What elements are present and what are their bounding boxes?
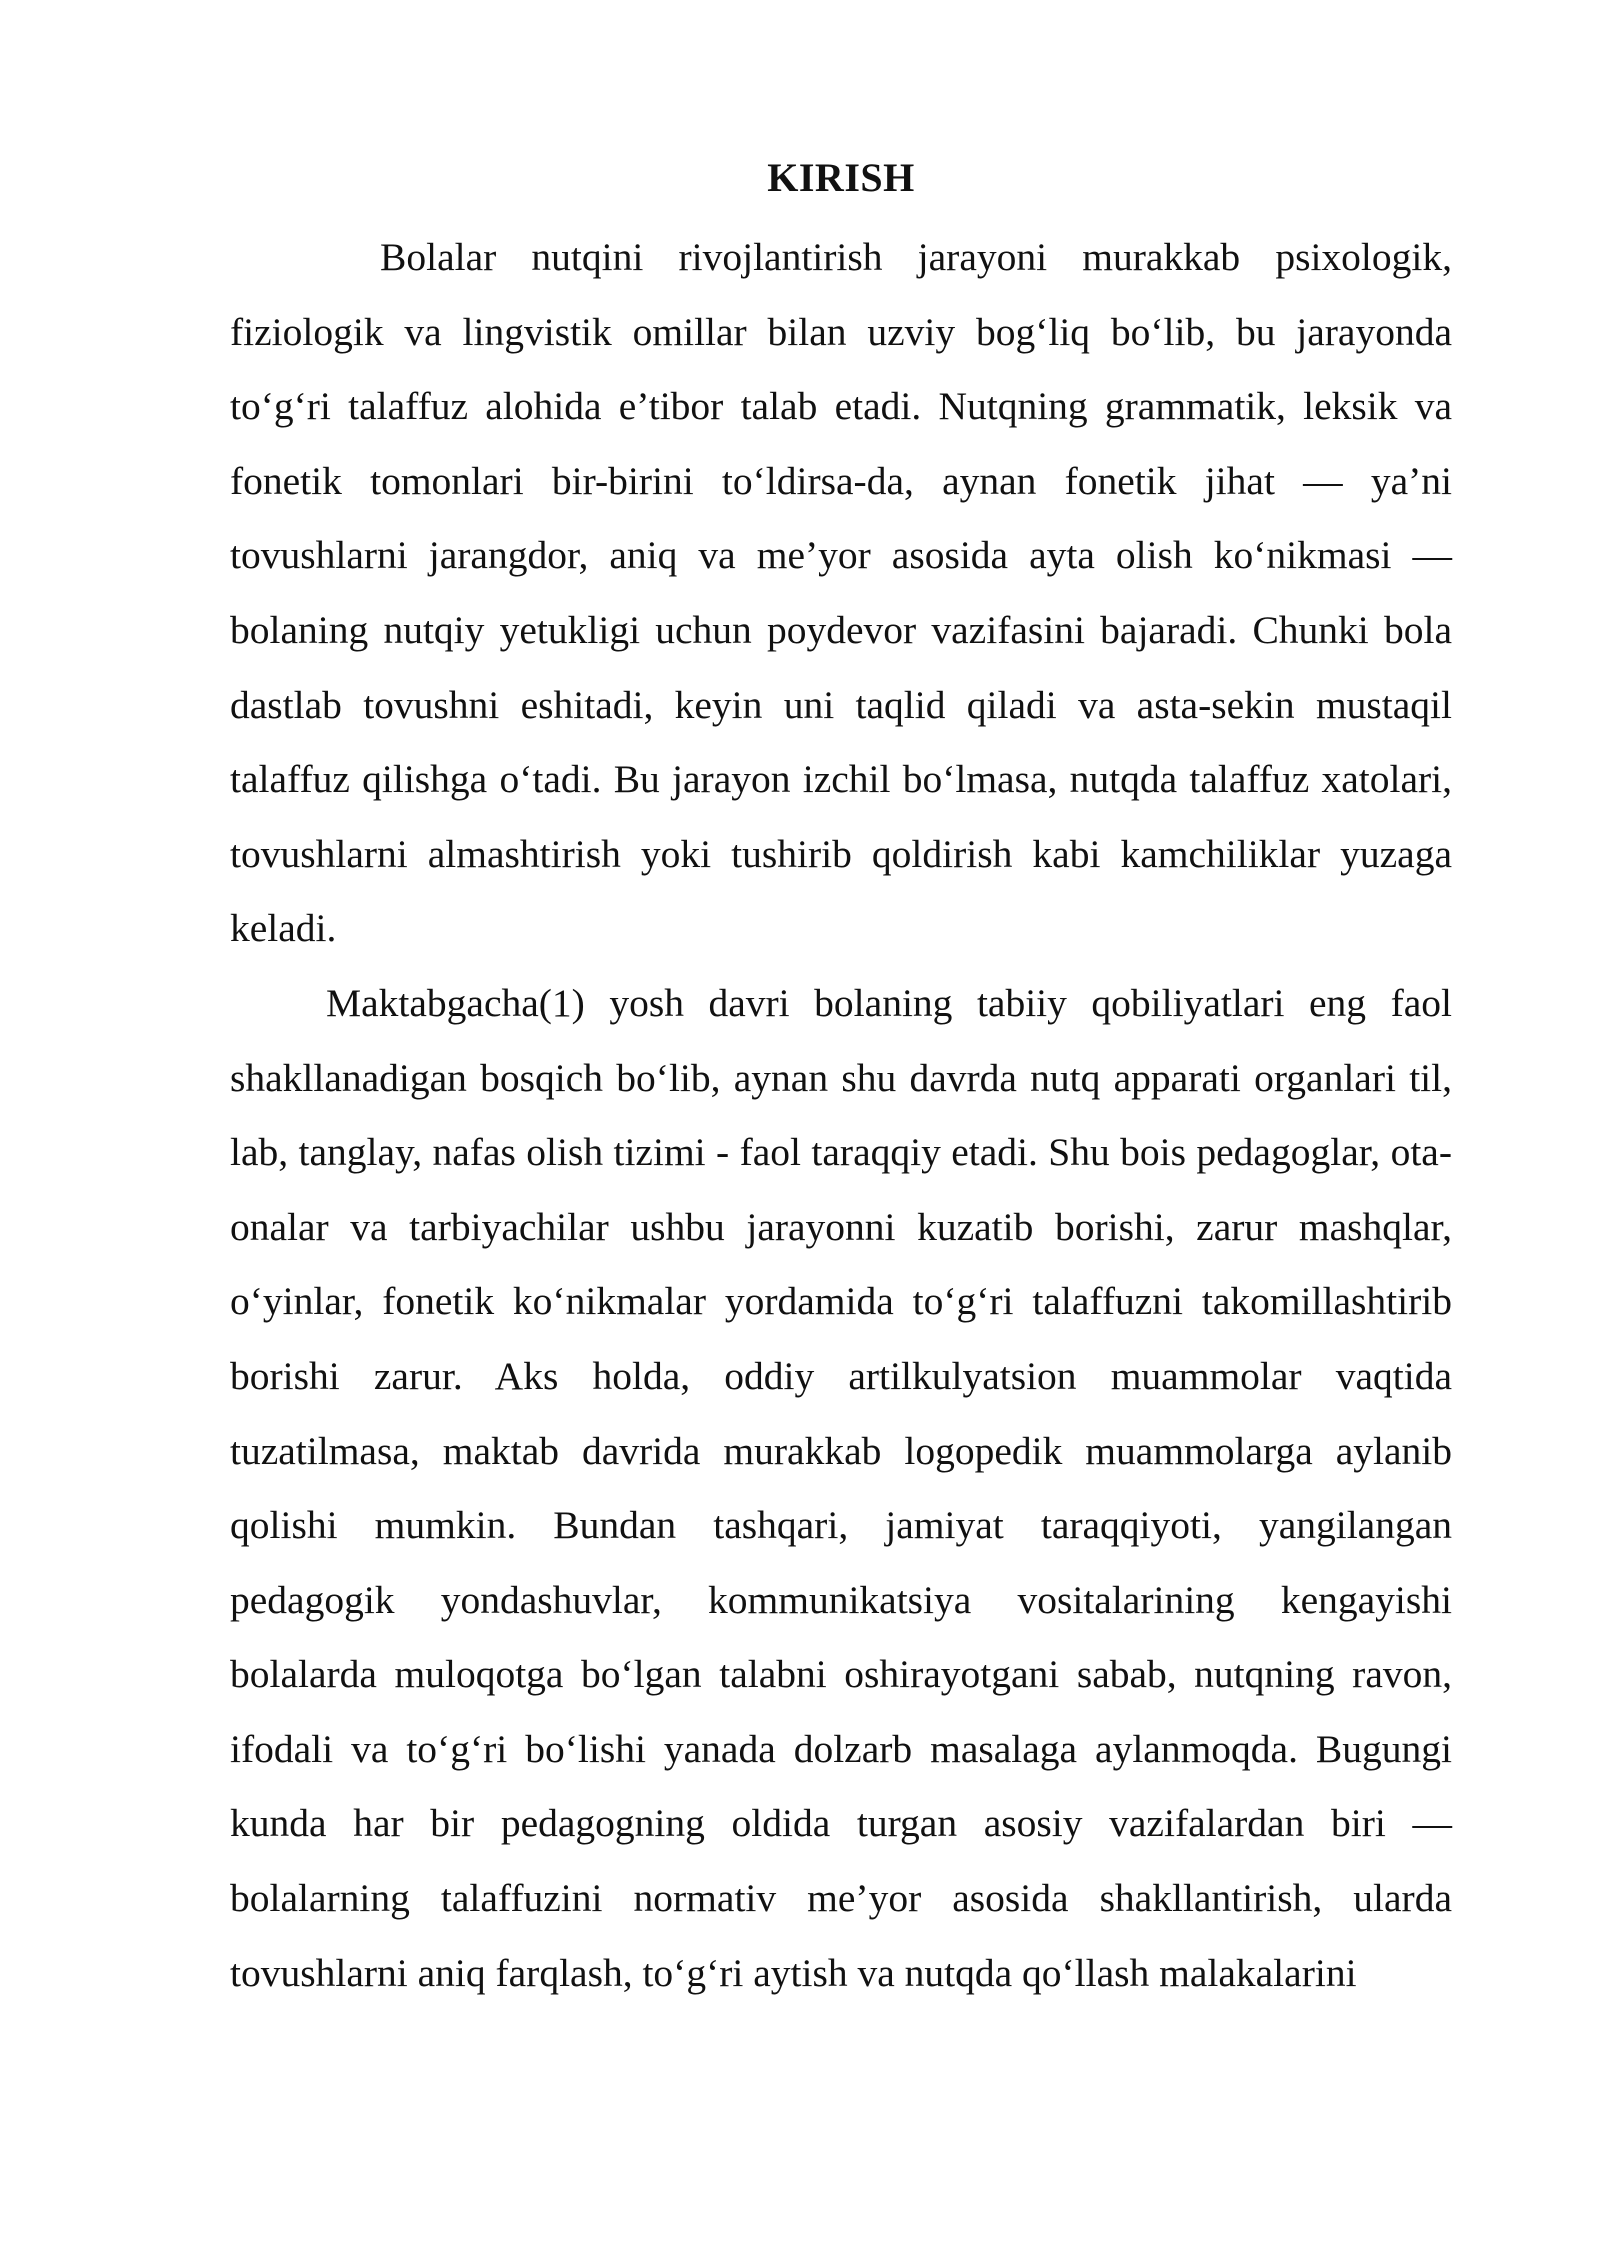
paragraph-1: Bolalar nutqini rivojlantirish jarayoni murakkab psixologik, fiziologik va lingvistik omillar bilan uzviy bog‘liq bo‘lib, bu jarayonda to‘g‘ri talaffuz alohida e’tibor talab etadi. Nutqning grammatik, leksik va fonetik tomonlari bir-birini to‘ldirsa-da, aynan fonetik jihat — ya’ni tovushlarni jarangdor, aniq va me’yor asosida ayta olish ko‘nikmasi — bolaning nutqiy yetukligi uchun poydevor vazifasini bajaradi. Chunki bola dastlab tovushni eshitadi, keyin uni taqlid qiladi va asta-sekin mustaqil talaffuz qilishga o‘tadi. Bu jarayon izchil bo‘lmasa, nutqda talaffuz xatolari, tovushlarni almashtirish yoki tushirib qoldirish kabi kamchiliklar yuzaga keladi. [230,235,1452,951]
document-body [230,148,1452,2010]
paragraph-2: Maktabgacha(1) yosh davri bolaning tabiiy qobiliyatlari eng faol shakllanadigan bosqich bo‘lib, aynan shu davrda nutq apparati organlari til, lab, tanglay, nafas olish tizimi - faol taraqqiy etadi. Shu bois pedagoglar, ota-onalar va tarbiyachilar ushbu jarayonni kuzatib borishi, zarur mashqlar, o‘yinlar, fonetik ko‘nikmalar yordamida to‘g‘ri talaffuzni takomillashtirib borishi zarur. Aks holda, oddiy artilkulyatsion muammolar vaqtida tuzatilmasa, maktab davrida murakkab logopedik muammolarga aylanib qolishi mumkin. Bundan tashqari, jamiyat taraqqiyoti, yangilangan pedagogik yondashuvlar, kommunikatsiya vositalarining kengayishi bolalarda muloqotga bo‘lgan talabni oshirayotgani sabab, nutqning ravon, ifodali va to‘g‘ri bo‘lishi yanada dolzarb masalaga aylanmoqda. Bugungi kunda har bir pedagogning oldida turgan asosiy vazifalardan biri — bolalarning talaffuzini normativ me’yor asosida shakllantirish, ularda tovushlarni aniq farqlash, to‘g‘ri aytish va nutqda qo‘llash malakalarini [230,980,1452,1995]
section-title: KIRISH [767,155,915,200]
